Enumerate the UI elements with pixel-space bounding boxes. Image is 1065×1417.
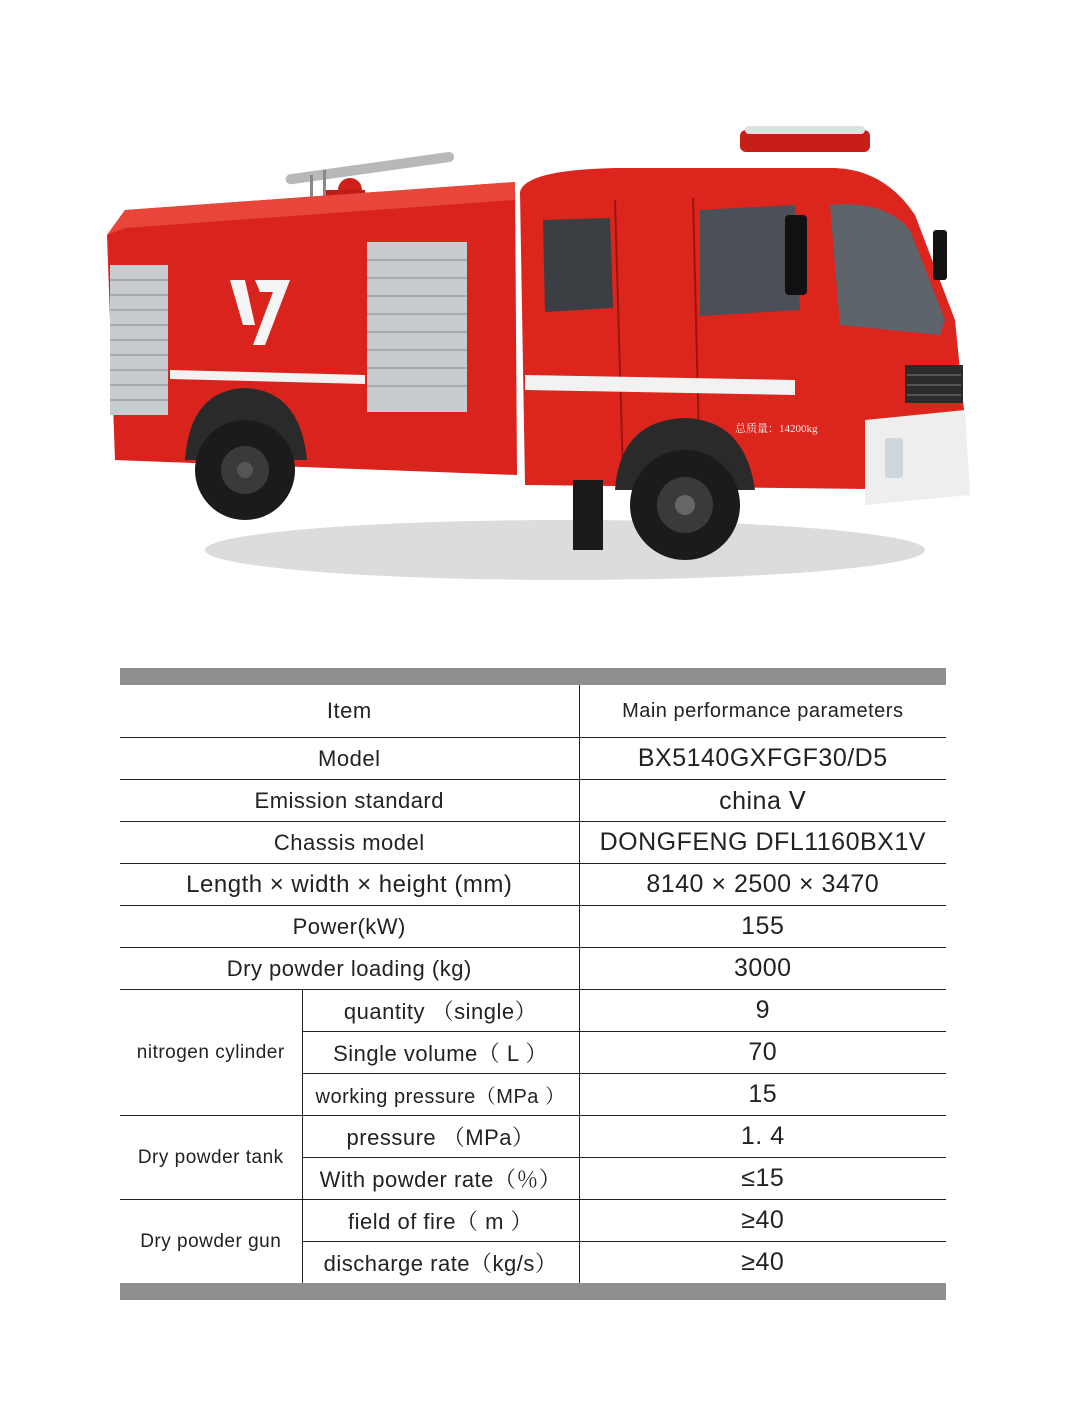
table-row — [120, 948, 946, 990]
row-value: ≥40 — [579, 1200, 946, 1242]
row-value: BX5140GXFGF30/D5 — [579, 738, 946, 780]
table-row — [120, 990, 946, 1032]
table-row — [120, 1200, 946, 1242]
row-value: 9 — [579, 990, 946, 1032]
row-value: 15 — [579, 1074, 946, 1116]
row-label: Emission standard — [120, 780, 579, 822]
table-row — [120, 906, 946, 948]
row-value: 8140 × 2500 × 3470 — [579, 864, 946, 906]
table-row — [120, 1116, 946, 1158]
row-value: china Ⅴ — [579, 780, 946, 822]
spec-table — [120, 685, 946, 1283]
row-label: With powder rate（％） — [302, 1158, 579, 1200]
table-row — [120, 822, 946, 864]
header-param: Main performance parameters — [579, 685, 946, 738]
row-value: 1. 4 — [579, 1116, 946, 1158]
row-label: Single volume（ L ） — [302, 1032, 579, 1074]
row-label: Length × width × height (mm) — [120, 864, 579, 906]
table-row — [120, 738, 946, 780]
table-row — [120, 780, 946, 822]
row-label: discharge rate（kg/s） — [302, 1242, 579, 1284]
group-label: Dry powder tank — [120, 1116, 302, 1200]
row-value: ≥40 — [579, 1242, 946, 1284]
row-value: ≤15 — [579, 1158, 946, 1200]
table-bottom-bar — [120, 1283, 946, 1300]
spec-table-area — [120, 668, 946, 1300]
row-label: pressure （MPa） — [302, 1116, 579, 1158]
row-value: 3000 — [579, 948, 946, 990]
row-label: Chassis model — [120, 822, 579, 864]
header-item: Item — [326, 698, 372, 723]
ground-shadow — [205, 520, 925, 580]
row-label: Dry powder loading (kg) — [120, 948, 579, 990]
row-value: 155 — [579, 906, 946, 948]
group-label: Dry powder gun — [120, 1200, 302, 1284]
gross-weight-label: 总质量：14200kg — [735, 423, 818, 435]
headlight-icon — [885, 438, 903, 478]
row-label: working pressure（MPa ） — [302, 1074, 579, 1116]
fire-truck-photo — [95, 120, 975, 600]
rear-cab-window — [543, 218, 613, 312]
header-row — [120, 685, 946, 738]
row-value: 70 — [579, 1032, 946, 1074]
front-bumper — [865, 410, 970, 505]
group-label: nitrogen cylinder — [120, 990, 302, 1116]
table-row — [120, 864, 946, 906]
row-label: Model — [120, 738, 579, 780]
row-label: quantity （single） — [302, 990, 579, 1032]
row-value: DONGFENG DFL1160BX1V — [579, 822, 946, 864]
row-label: Power(kW) — [120, 906, 579, 948]
row-label: field of fire（ m ） — [302, 1200, 579, 1242]
table-top-bar — [120, 668, 946, 685]
side-mirror — [785, 215, 807, 295]
